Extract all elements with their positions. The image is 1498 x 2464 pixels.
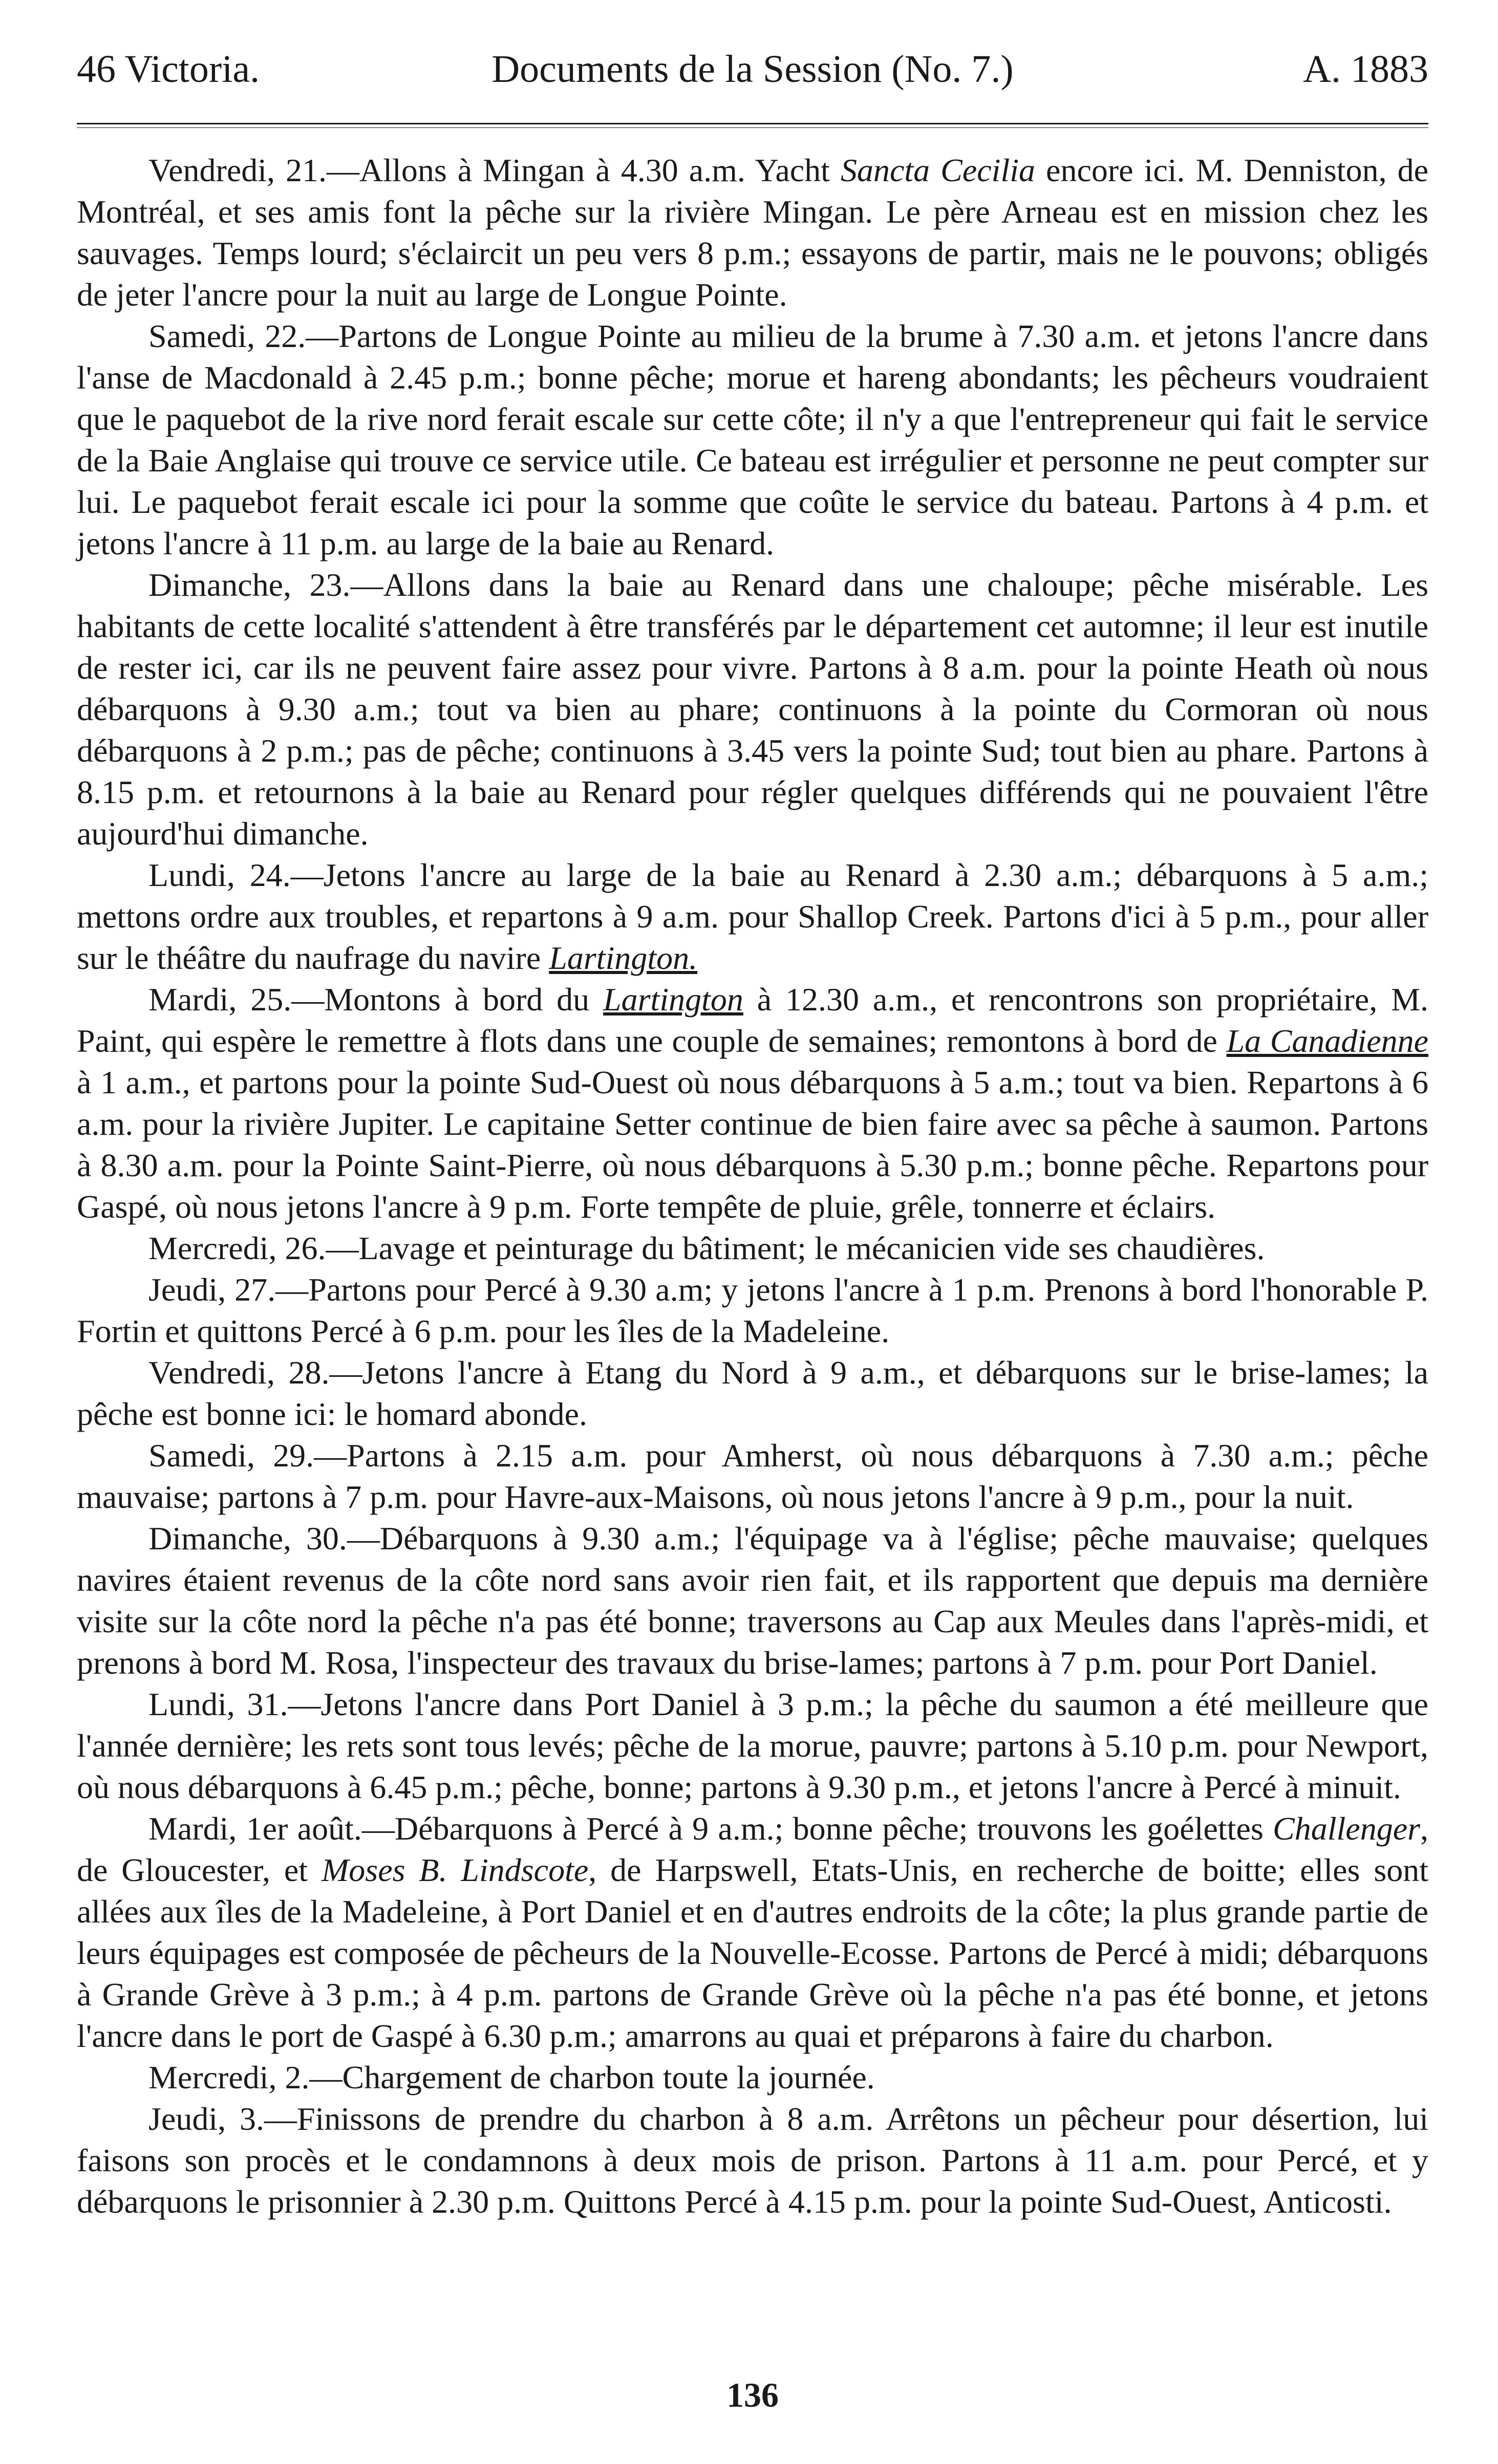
- journal-entry: [77, 2057, 1428, 2098]
- entry-text: Vendredi, 28.—Jetons l'ancre à Etang du Nord à 9 a.m., et débarquons sur le brise-lames; la pêche est bonne ici: le homard abonde.: [77, 1354, 1428, 1432]
- vessel-name: Sancta Cecilia: [840, 152, 1036, 188]
- vessel-name: Lartington.: [549, 940, 698, 976]
- journal-entry: [77, 1227, 1428, 1269]
- page-number: 136: [726, 2375, 779, 2414]
- entry-text: Mardi, 1er août.—Débarquons à Percé à 9 a.m.; bonne pêche; trouvons les goélettes: [148, 1810, 1273, 1847]
- entry-text: Jeudi, 3.—Finissons de prendre du charbon à 8 a.m. Arrêtons un pêcheur pour désertion, lui faisons son procès et le condamnons à deux mois de prison. Partons à 11 a.m. pour Percé, et y débarquons le prisonnier à 2.30 p.m. Quittons Percé à 4.15 p.m. pour la pointe Sud-Ouest, Anticosti.: [77, 2101, 1428, 2220]
- vessel-name: La Canadienne: [1226, 1023, 1429, 1059]
- entry-text: encore ici. M. Denniston, de Montréal, et ses amis font la pêche sur la rivière Mingan. Le père Arneau est en mission chez les sauvages. Temps lourd; s'éclaircit un peu vers 8 p.m.; essayons de partir, mais ne le pouvons; obligés de jeter l'ancre pour la nuit au large de Longue Pointe.: [77, 152, 1428, 313]
- entry-text: Mercredi, 26.—Lavage et peinturage du bâtiment; le mécanicien vide ses chaudières.: [148, 1230, 1265, 1266]
- journal-entry: [77, 564, 1428, 854]
- header-volume: 46 Victoria.: [77, 48, 260, 91]
- entry-text: Mardi, 25.—Montons à bord du: [148, 981, 604, 1018]
- entry-text: à 12.30 a.m., et rencontrons son propriétaire, M. Paint, qui espère le remettre à flots dans une couple de semaines; remontons à bord de: [77, 981, 1429, 1059]
- vessel-name: Moses B. Lindscote: [321, 1852, 589, 1888]
- journal-entry: [77, 2098, 1428, 2222]
- entry-text: , de Harpswell, Etats-Unis, en recherche de boitte; elles sont allées aux îles de la Madeleine, à Port Daniel et en d'autres endroits de la côte; la plus grande partie de leurs équipages est composée de pêcheurs de la Nouvelle-Ecosse. Partons de Percé à midi; débarquons à Grande Grève à 3 p.m.; à 4 p.m. partons de Grande Grève où la pêche n'a pas été bonne, et jetons l'ancre dans le port de Gaspé à 6.30 p.m.; amarrons au quai et préparons à faire du charbon.: [77, 1852, 1429, 2054]
- running-head: [77, 46, 1428, 92]
- journal-entry: [77, 315, 1428, 564]
- entry-text: Lundi, 31.—Jetons l'ancre dans Port Daniel à 3 p.m.; la pêche du saumon a été meilleure que l'année dernière; les rets sont tous levés; pêche de la morue, pauvre; partons à 5.10 p.m. pour Newport, où nous débarquons à 6.45 p.m.; pêche, bonne; partons à 9.30 p.m., et jetons l'ancre à Percé à minuit.: [77, 1686, 1428, 1805]
- header-title: Documents de la Session (No. 7.): [491, 48, 1014, 91]
- entry-text: Lundi, 24.—Jetons l'ancre au large de la baie au Renard à 2.30 a.m.; débarquons à 5 a.m.; mettons ordre aux troubles, et repartons à 9 a.m. pour Shallop Creek. Partons d'ici à 5 p.m., pour aller sur le théâtre du naufrage du navire: [77, 857, 1428, 976]
- journal-entry: [77, 1435, 1428, 1518]
- journal-entry: [77, 979, 1428, 1227]
- entry-text: Mercredi, 2.—Chargement de charbon toute la journée.: [148, 2059, 875, 2095]
- journal-entry: [77, 1352, 1428, 1435]
- entry-text: Dimanche, 23.—Allons dans la baie au Renard dans une chaloupe; pêche misérable. Les habitants de cette localité s'attendent à être transférés par le département cet automne; il leur est inutile de rester ici, car ils ne peuvent faire assez pour vivre. Partons à 8 a.m. pour la pointe Heath où nous débarquons à 9.30 a.m.; tout va bien au phare; continuons à la pointe du Cormoran où nous débarquons à 2 p.m.; pas de pêche; continuons à 3.45 vers la pointe Sud; tout bien au phare. Partons à 8.15 p.m. et retournons à la baie au Renard pour régler quelques différends qui ne pouvaient l'être aujourd'hui dimanche.: [77, 567, 1428, 852]
- header-rule: [77, 123, 1428, 128]
- journal-entry: [77, 854, 1428, 979]
- entry-text: , de Gloucester, et: [77, 1810, 1428, 1888]
- journal-entry: [77, 149, 1428, 315]
- entry-text: Jeudi, 27.—Partons pour Percé à 9.30 a.m; y jetons l'ancre à 1 p.m. Prenons à bord l'honorable P. Fortin et quittons Percé à 6 p.m. pour les îles de la Madeleine.: [77, 1271, 1428, 1349]
- header-year: A. 1883: [1303, 48, 1428, 91]
- document-body: [77, 149, 1428, 2222]
- entry-text: Dimanche, 30.—Débarquons à 9.30 a.m.; l'équipage va à l'église; pêche mauvaise; quelques navires étaient revenus de la côte nord sans avoir rien fait, et ils rapportent que depuis ma dernière visite sur la côte nord la pêche n'a pas été bonne; traversons au Cap aux Meules dans l'après-midi, et prenons à bord M. Rosa, l'inspecteur des travaux du brise-lames; partons à 7 p.m. pour Port Daniel.: [77, 1520, 1428, 1681]
- journal-entry: [77, 1269, 1428, 1352]
- vessel-name: Lartington: [603, 981, 743, 1018]
- entry-text: Samedi, 29.—Partons à 2.15 a.m. pour Amherst, où nous débarquons à 7.30 a.m.; pêche mauvaise; partons à 7 p.m. pour Havre-aux-Maisons, où nous jetons l'ancre à 9 p.m., pour la nuit.: [77, 1437, 1428, 1515]
- entry-text: Samedi, 22.—Partons de Longue Pointe au milieu de la brume à 7.30 a.m. et jetons l'ancre dans l'anse de Macdonald à 2.45 p.m.; bonne pêche; morue et hareng abondants; les pêcheurs voudraient que le paquebot de la rive nord ferait escale sur cette côte; il n'y a que l'entrepreneur qui fait le service de la Baie Anglaise qui trouve ce service utile. Ce bateau est irrégulier et personne ne peut compter sur lui. Le paquebot ferait escale ici pour la somme que coûte le service du bateau. Partons à 4 p.m. et jetons l'ancre à 11 p.m. au large de la baie au Renard.: [77, 318, 1428, 561]
- entry-text: Vendredi, 21.—Allons à Mingan à 4.30 a.m. Yacht: [148, 152, 841, 188]
- entry-text: à 1 a.m., et partons pour la pointe Sud-Ouest où nous débarquons à 5 a.m.; tout va bien. Repartons à 6 a.m. pour la rivière Jupiter. Le capitaine Setter continue de bien faire avec sa pêche à saumon. Partons à 8.30 a.m. pour la Pointe Saint-Pierre, où nous débarquons à 5.30 p.m.; bonne pêche. Repartons pour Gaspé, où nous jetons l'ancre à 9 p.m. Forte tempête de pluie, grêle, tonnerre et éclairs.: [77, 1064, 1428, 1225]
- journal-entry: [77, 1808, 1428, 2057]
- journal-entry: [77, 1518, 1428, 1683]
- document-page: [77, 46, 1428, 2441]
- journal-entry: [77, 1683, 1428, 1808]
- vessel-name: Challenger: [1273, 1810, 1420, 1847]
